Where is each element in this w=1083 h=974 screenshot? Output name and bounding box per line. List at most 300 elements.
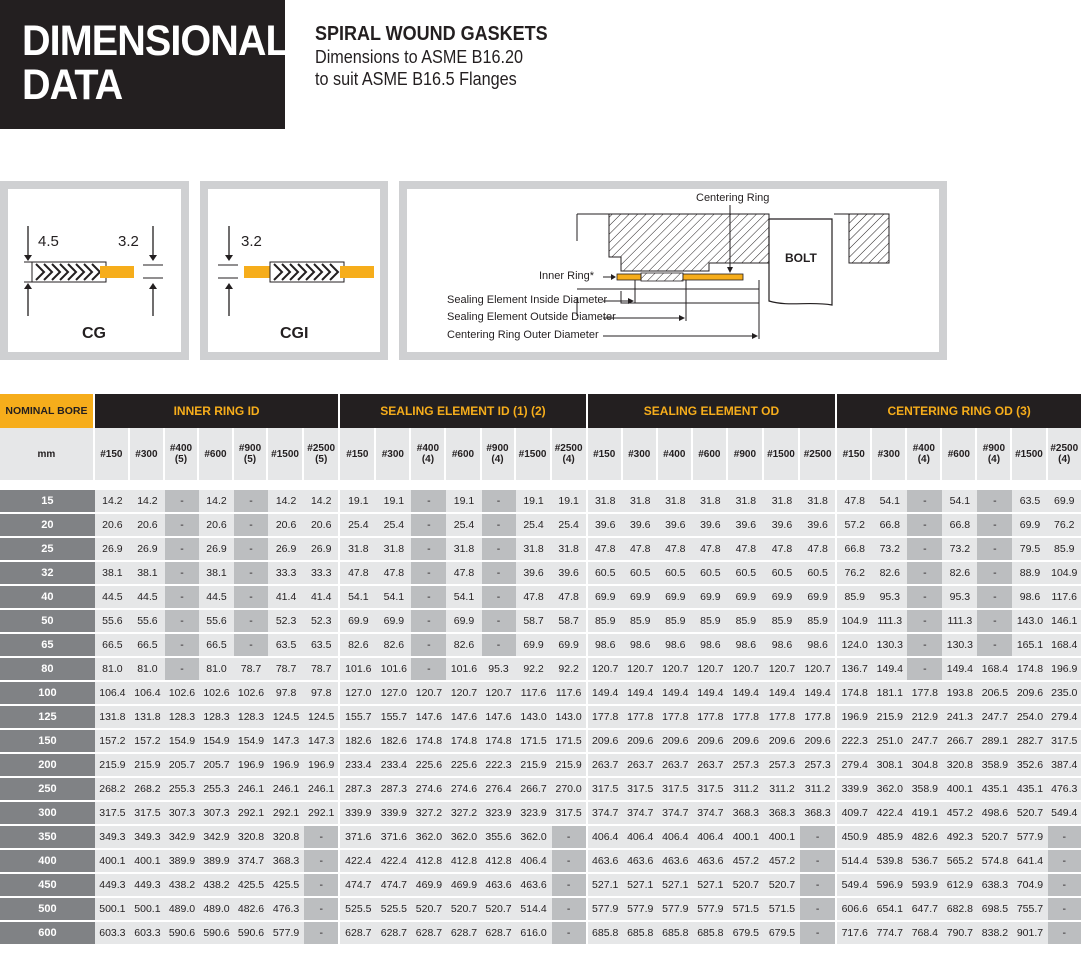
value-cell: - bbox=[907, 562, 942, 586]
value-cell: 101.6 bbox=[446, 658, 481, 682]
value-cell: 311.2 bbox=[728, 778, 764, 802]
value-cell: 520.7 bbox=[728, 874, 764, 898]
value-cell: 111.3 bbox=[872, 610, 907, 634]
value-cell: 209.6 bbox=[800, 730, 837, 754]
value-cell: 717.6 bbox=[837, 922, 872, 946]
value-cell: 317.5 bbox=[552, 802, 588, 826]
class-label: #150 bbox=[346, 448, 369, 460]
value-cell: 31.8 bbox=[446, 538, 481, 562]
value-cell: 435.1 bbox=[977, 778, 1012, 802]
value-cell: 268.2 bbox=[130, 778, 165, 802]
value-cell: 171.5 bbox=[516, 730, 552, 754]
class-note: (4) bbox=[987, 454, 1001, 465]
value-cell: 78.7 bbox=[304, 658, 340, 682]
value-cell: 539.8 bbox=[872, 850, 907, 874]
value-cell: 196.9 bbox=[837, 706, 872, 730]
value-cell: - bbox=[552, 922, 588, 946]
table-row bbox=[0, 490, 1083, 514]
value-cell: - bbox=[482, 610, 516, 634]
value-cell: 263.7 bbox=[623, 754, 658, 778]
value-cell: 31.8 bbox=[728, 490, 764, 514]
class-header bbox=[199, 428, 234, 480]
value-cell: 104.9 bbox=[837, 610, 872, 634]
value-cell: 489.0 bbox=[165, 898, 199, 922]
value-cell: - bbox=[165, 634, 199, 658]
class-header bbox=[693, 428, 728, 480]
value-cell: 577.9 bbox=[1012, 826, 1047, 850]
value-cell: - bbox=[165, 562, 199, 586]
value-cell: 63.5 bbox=[304, 634, 340, 658]
value-cell: 196.9 bbox=[1048, 658, 1083, 682]
value-cell: - bbox=[234, 490, 268, 514]
value-cell: 371.6 bbox=[340, 826, 376, 850]
class-label: #2500 bbox=[1050, 443, 1079, 454]
value-cell: 308.1 bbox=[872, 754, 907, 778]
value-cell: 20.6 bbox=[95, 514, 130, 538]
value-cell: 147.3 bbox=[268, 730, 304, 754]
value-cell: - bbox=[165, 610, 199, 634]
value-cell: 19.1 bbox=[552, 490, 588, 514]
value-cell: 120.7 bbox=[588, 658, 623, 682]
value-cell: - bbox=[304, 874, 340, 898]
value-cell: 39.6 bbox=[764, 514, 800, 538]
value-cell: 355.6 bbox=[482, 826, 516, 850]
value-cell: - bbox=[552, 826, 588, 850]
value-cell: 525.5 bbox=[376, 898, 411, 922]
value-cell: 612.9 bbox=[942, 874, 977, 898]
cg-label: CG bbox=[82, 325, 106, 342]
value-cell: 209.6 bbox=[658, 730, 693, 754]
value-cell: 235.0 bbox=[1048, 682, 1083, 706]
value-cell: 251.0 bbox=[872, 730, 907, 754]
nominal-bore-cell: 20 bbox=[0, 514, 95, 538]
value-cell: 26.9 bbox=[95, 538, 130, 562]
value-cell: 616.0 bbox=[516, 922, 552, 946]
class-note: (4) bbox=[917, 454, 930, 465]
class-label: #1500 bbox=[767, 448, 795, 460]
value-cell: 438.2 bbox=[199, 874, 234, 898]
value-cell: 149.4 bbox=[693, 682, 728, 706]
value-cell: 33.3 bbox=[304, 562, 340, 586]
value-cell: 704.9 bbox=[1012, 874, 1047, 898]
value-cell: 400.1 bbox=[764, 826, 800, 850]
nominal-bore-cell: 32 bbox=[0, 562, 95, 586]
value-cell: 101.6 bbox=[376, 658, 411, 682]
value-cell: 685.8 bbox=[658, 922, 693, 946]
value-cell: - bbox=[411, 610, 446, 634]
value-cell: 406.4 bbox=[588, 826, 623, 850]
value-cell: 311.2 bbox=[764, 778, 800, 802]
value-cell: 606.6 bbox=[837, 898, 872, 922]
value-cell: 120.7 bbox=[800, 658, 837, 682]
value-cell: 60.5 bbox=[693, 562, 728, 586]
value-cell: 266.7 bbox=[516, 778, 552, 802]
table-row bbox=[0, 658, 1083, 682]
value-cell: 55.6 bbox=[199, 610, 234, 634]
nominal-bore-cell: 15 bbox=[0, 490, 95, 514]
unit-header: mm bbox=[0, 428, 95, 480]
value-cell: 320.8 bbox=[234, 826, 268, 850]
value-cell: 406.4 bbox=[516, 850, 552, 874]
value-cell: 679.5 bbox=[728, 922, 764, 946]
value-cell: - bbox=[800, 922, 837, 946]
value-cell: 26.9 bbox=[304, 538, 340, 562]
value-cell: 774.7 bbox=[872, 922, 907, 946]
value-cell: 174.8 bbox=[482, 730, 516, 754]
value-cell: - bbox=[977, 514, 1012, 538]
value-cell: 196.9 bbox=[234, 754, 268, 778]
value-cell: 349.3 bbox=[95, 826, 130, 850]
value-cell: 527.1 bbox=[693, 874, 728, 898]
value-cell: 274.6 bbox=[411, 778, 446, 802]
value-cell: 69.9 bbox=[446, 610, 481, 634]
value-cell: 38.1 bbox=[95, 562, 130, 586]
value-cell: 492.3 bbox=[942, 826, 977, 850]
nominal-bore-cell: 600 bbox=[0, 922, 95, 946]
value-cell: - bbox=[482, 490, 516, 514]
value-cell: 54.1 bbox=[942, 490, 977, 514]
value-cell: 628.7 bbox=[411, 922, 446, 946]
value-cell: 14.2 bbox=[130, 490, 165, 514]
value-cell: - bbox=[907, 586, 942, 610]
value-cell: 60.5 bbox=[764, 562, 800, 586]
value-cell: 307.3 bbox=[199, 802, 234, 826]
value-cell: 287.3 bbox=[376, 778, 411, 802]
value-cell: 60.5 bbox=[588, 562, 623, 586]
class-header bbox=[95, 428, 130, 480]
value-cell: 69.9 bbox=[516, 634, 552, 658]
class-note: (5) bbox=[174, 454, 188, 465]
value-cell: - bbox=[800, 850, 837, 874]
value-cell: 60.5 bbox=[728, 562, 764, 586]
centering-ring-callout: Centering Ring bbox=[696, 192, 770, 204]
value-cell: - bbox=[552, 898, 588, 922]
value-cell: 149.4 bbox=[588, 682, 623, 706]
value-cell: - bbox=[907, 634, 942, 658]
value-cell: 225.6 bbox=[446, 754, 481, 778]
value-cell: 593.9 bbox=[907, 874, 942, 898]
standard-line: Dimensions to ASME B16.20 bbox=[315, 47, 524, 67]
value-cell: 52.3 bbox=[304, 610, 340, 634]
class-header bbox=[130, 428, 165, 480]
value-cell: 571.5 bbox=[728, 898, 764, 922]
value-cell: 54.1 bbox=[340, 586, 376, 610]
value-cell: 85.9 bbox=[800, 610, 837, 634]
value-cell: 577.9 bbox=[588, 898, 623, 922]
value-cell: 838.2 bbox=[977, 922, 1012, 946]
class-header bbox=[268, 428, 304, 480]
value-cell: 54.1 bbox=[446, 586, 481, 610]
value-cell: 193.8 bbox=[942, 682, 977, 706]
value-cell: 463.6 bbox=[482, 874, 516, 898]
value-cell: 149.4 bbox=[658, 682, 693, 706]
value-cell: - bbox=[411, 658, 446, 682]
value-cell: 406.4 bbox=[623, 826, 658, 850]
value-cell: 69.9 bbox=[376, 610, 411, 634]
value-cell: - bbox=[552, 874, 588, 898]
value-cell: 374.7 bbox=[588, 802, 623, 826]
value-cell: 368.3 bbox=[800, 802, 837, 826]
value-cell: 120.7 bbox=[728, 658, 764, 682]
value-cell: 47.8 bbox=[552, 586, 588, 610]
class-label: #300 bbox=[877, 448, 900, 460]
value-cell: - bbox=[234, 538, 268, 562]
value-cell: - bbox=[1048, 850, 1083, 874]
value-cell: 66.8 bbox=[837, 538, 872, 562]
value-cell: 54.1 bbox=[872, 490, 907, 514]
value-cell: - bbox=[411, 538, 446, 562]
value-cell: 26.9 bbox=[130, 538, 165, 562]
value-cell: 168.4 bbox=[1048, 634, 1083, 658]
value-cell: 120.7 bbox=[446, 682, 481, 706]
value-cell: 33.3 bbox=[268, 562, 304, 586]
value-cell: 500.1 bbox=[130, 898, 165, 922]
value-cell: 39.6 bbox=[516, 562, 552, 586]
value-cell: 58.7 bbox=[516, 610, 552, 634]
nominal-bore-cell: 80 bbox=[0, 658, 95, 682]
value-cell: 14.2 bbox=[304, 490, 340, 514]
nominal-bore-cell: 300 bbox=[0, 802, 95, 826]
value-cell: 31.8 bbox=[516, 538, 552, 562]
value-cell: 400.1 bbox=[942, 778, 977, 802]
value-cell: 73.2 bbox=[872, 538, 907, 562]
value-cell: 577.9 bbox=[658, 898, 693, 922]
value-cell: 154.9 bbox=[234, 730, 268, 754]
value-cell: 19.1 bbox=[340, 490, 376, 514]
group-centering-ring-od: CENTERING RING OD (3) bbox=[837, 394, 1083, 428]
value-cell: 117.6 bbox=[552, 682, 588, 706]
value-cell: 66.5 bbox=[199, 634, 234, 658]
value-cell: 174.8 bbox=[446, 730, 481, 754]
value-cell: 130.3 bbox=[942, 634, 977, 658]
value-cell: 19.1 bbox=[446, 490, 481, 514]
class-label: #900 bbox=[982, 443, 1006, 454]
value-cell: 69.9 bbox=[764, 586, 800, 610]
value-cell: 247.7 bbox=[907, 730, 942, 754]
value-cell: 287.3 bbox=[340, 778, 376, 802]
value-cell: 92.2 bbox=[516, 658, 552, 682]
class-label: #150 bbox=[842, 448, 865, 460]
value-cell: 98.6 bbox=[800, 634, 837, 658]
value-cell: 320.8 bbox=[942, 754, 977, 778]
value-cell: 389.9 bbox=[165, 850, 199, 874]
value-cell: 147.6 bbox=[446, 706, 481, 730]
value-cell: 98.6 bbox=[1012, 586, 1047, 610]
value-cell: 520.7 bbox=[482, 898, 516, 922]
value-cell: 55.6 bbox=[130, 610, 165, 634]
value-cell: 342.9 bbox=[199, 826, 234, 850]
value-cell: 323.9 bbox=[482, 802, 516, 826]
value-cell: 25.4 bbox=[516, 514, 552, 538]
value-cell: 174.8 bbox=[837, 682, 872, 706]
value-cell: 274.6 bbox=[446, 778, 481, 802]
value-cell: 527.1 bbox=[623, 874, 658, 898]
group-inner-ring-id: INNER RING ID bbox=[95, 394, 340, 428]
value-cell: 536.7 bbox=[907, 850, 942, 874]
cgi-diagram-panel bbox=[200, 181, 388, 360]
value-cell: 368.3 bbox=[764, 802, 800, 826]
value-cell: 128.3 bbox=[234, 706, 268, 730]
value-cell: 106.4 bbox=[95, 682, 130, 706]
value-cell: - bbox=[234, 562, 268, 586]
value-cell: 419.1 bbox=[907, 802, 942, 826]
value-cell: 69.9 bbox=[800, 586, 837, 610]
value-cell: 47.8 bbox=[658, 538, 693, 562]
value-cell: 520.7 bbox=[446, 898, 481, 922]
value-cell: 307.3 bbox=[165, 802, 199, 826]
class-header bbox=[234, 428, 268, 480]
value-cell: 215.9 bbox=[552, 754, 588, 778]
class-header bbox=[482, 428, 516, 480]
nominal-bore-cell: 150 bbox=[0, 730, 95, 754]
value-cell: 406.4 bbox=[693, 826, 728, 850]
value-cell: 268.2 bbox=[95, 778, 130, 802]
value-cell: 374.7 bbox=[658, 802, 693, 826]
value-cell: 120.7 bbox=[693, 658, 728, 682]
value-cell: 292.1 bbox=[304, 802, 340, 826]
table-row bbox=[0, 778, 1083, 802]
value-cell: 38.1 bbox=[130, 562, 165, 586]
value-cell: 233.4 bbox=[340, 754, 376, 778]
class-header bbox=[800, 428, 837, 480]
value-cell: 317.5 bbox=[95, 802, 130, 826]
value-cell: 339.9 bbox=[340, 802, 376, 826]
value-cell: 489.0 bbox=[199, 898, 234, 922]
value-cell: 266.7 bbox=[942, 730, 977, 754]
value-cell: 449.3 bbox=[95, 874, 130, 898]
value-cell: 389.9 bbox=[199, 850, 234, 874]
value-cell: 31.8 bbox=[623, 490, 658, 514]
seal-od-callout: Sealing Element Outside Diameter bbox=[447, 311, 616, 323]
class-header bbox=[907, 428, 942, 480]
value-cell: 209.6 bbox=[728, 730, 764, 754]
value-cell: 209.6 bbox=[623, 730, 658, 754]
value-cell: - bbox=[304, 922, 340, 946]
value-cell: 149.4 bbox=[728, 682, 764, 706]
value-cell: - bbox=[482, 634, 516, 658]
value-cell: 81.0 bbox=[199, 658, 234, 682]
value-cell: 177.8 bbox=[728, 706, 764, 730]
flange-line: to suit ASME B16.5 Flanges bbox=[315, 69, 517, 89]
value-cell: - bbox=[1048, 826, 1083, 850]
table-row bbox=[0, 898, 1083, 922]
cgi-thickness: 3.2 bbox=[241, 233, 262, 250]
value-cell: 463.6 bbox=[588, 850, 623, 874]
value-cell: 362.0 bbox=[411, 826, 446, 850]
value-cell: 400.1 bbox=[95, 850, 130, 874]
value-cell: 47.8 bbox=[837, 490, 872, 514]
value-cell: 182.6 bbox=[376, 730, 411, 754]
value-cell: 95.3 bbox=[942, 586, 977, 610]
value-cell: 98.6 bbox=[764, 634, 800, 658]
value-cell: 311.2 bbox=[800, 778, 837, 802]
value-cell: 901.7 bbox=[1012, 922, 1047, 946]
value-cell: 577.9 bbox=[268, 922, 304, 946]
value-cell: 63.5 bbox=[1012, 490, 1047, 514]
value-cell: 47.8 bbox=[728, 538, 764, 562]
value-cell: 279.4 bbox=[837, 754, 872, 778]
value-cell: 81.0 bbox=[95, 658, 130, 682]
value-cell: 209.6 bbox=[693, 730, 728, 754]
value-cell: 603.3 bbox=[95, 922, 130, 946]
value-cell: 171.5 bbox=[552, 730, 588, 754]
page-title-line-1: DIMENSIONAL bbox=[22, 17, 289, 65]
value-cell: 58.7 bbox=[552, 610, 588, 634]
value-cell: 124.0 bbox=[837, 634, 872, 658]
value-cell: 128.3 bbox=[199, 706, 234, 730]
value-cell: 154.9 bbox=[165, 730, 199, 754]
value-cell: 149.4 bbox=[942, 658, 977, 682]
value-cell: 647.7 bbox=[907, 898, 942, 922]
class-header bbox=[588, 428, 623, 480]
value-cell: 85.9 bbox=[764, 610, 800, 634]
value-cell: 128.3 bbox=[165, 706, 199, 730]
value-cell: - bbox=[800, 826, 837, 850]
value-cell: 520.7 bbox=[977, 826, 1012, 850]
value-cell: 685.8 bbox=[588, 922, 623, 946]
class-label: #2500 bbox=[307, 443, 336, 454]
inner-ring-callout: Inner Ring* bbox=[539, 270, 595, 282]
value-cell: 120.7 bbox=[482, 682, 516, 706]
value-cell: 31.8 bbox=[800, 490, 837, 514]
value-cell: 209.6 bbox=[1012, 682, 1047, 706]
value-cell: 66.8 bbox=[942, 514, 977, 538]
value-cell: 412.8 bbox=[482, 850, 516, 874]
value-cell: 39.6 bbox=[658, 514, 693, 538]
value-cell: 41.4 bbox=[304, 586, 340, 610]
value-cell: 69.9 bbox=[728, 586, 764, 610]
class-label: #600 bbox=[204, 448, 227, 460]
value-cell: 450.9 bbox=[837, 826, 872, 850]
page-title-line-2: DATA bbox=[22, 61, 123, 109]
value-cell: 143.0 bbox=[552, 706, 588, 730]
value-cell: 97.8 bbox=[304, 682, 340, 706]
value-cell: 14.2 bbox=[268, 490, 304, 514]
value-cell: 549.4 bbox=[1048, 802, 1083, 826]
value-cell: 317.5 bbox=[1048, 730, 1083, 754]
value-cell: 205.7 bbox=[165, 754, 199, 778]
value-cell: - bbox=[977, 610, 1012, 634]
class-header bbox=[376, 428, 411, 480]
value-cell: 215.9 bbox=[130, 754, 165, 778]
class-note: (4) bbox=[421, 454, 435, 465]
table-row bbox=[0, 586, 1083, 610]
value-cell: 463.6 bbox=[693, 850, 728, 874]
class-label: #2500 bbox=[554, 443, 583, 454]
value-cell: 263.7 bbox=[658, 754, 693, 778]
value-cell: 254.0 bbox=[1012, 706, 1047, 730]
value-cell: 82.6 bbox=[872, 562, 907, 586]
value-cell: 400.1 bbox=[130, 850, 165, 874]
value-cell: 25.4 bbox=[552, 514, 588, 538]
value-cell: 20.6 bbox=[199, 514, 234, 538]
value-cell: 25.4 bbox=[340, 514, 376, 538]
value-cell: 47.8 bbox=[623, 538, 658, 562]
table-row bbox=[0, 634, 1083, 658]
value-cell: 482.6 bbox=[234, 898, 268, 922]
value-cell: 52.3 bbox=[268, 610, 304, 634]
value-cell: 174.8 bbox=[411, 730, 446, 754]
value-cell: - bbox=[907, 538, 942, 562]
value-cell: 590.6 bbox=[199, 922, 234, 946]
value-cell: 498.6 bbox=[977, 802, 1012, 826]
value-cell: 31.8 bbox=[764, 490, 800, 514]
value-cell: 435.1 bbox=[1012, 778, 1047, 802]
value-cell: 679.5 bbox=[764, 922, 800, 946]
value-cell: 755.7 bbox=[1012, 898, 1047, 922]
value-cell: - bbox=[907, 610, 942, 634]
cross-section-panel bbox=[399, 181, 947, 360]
